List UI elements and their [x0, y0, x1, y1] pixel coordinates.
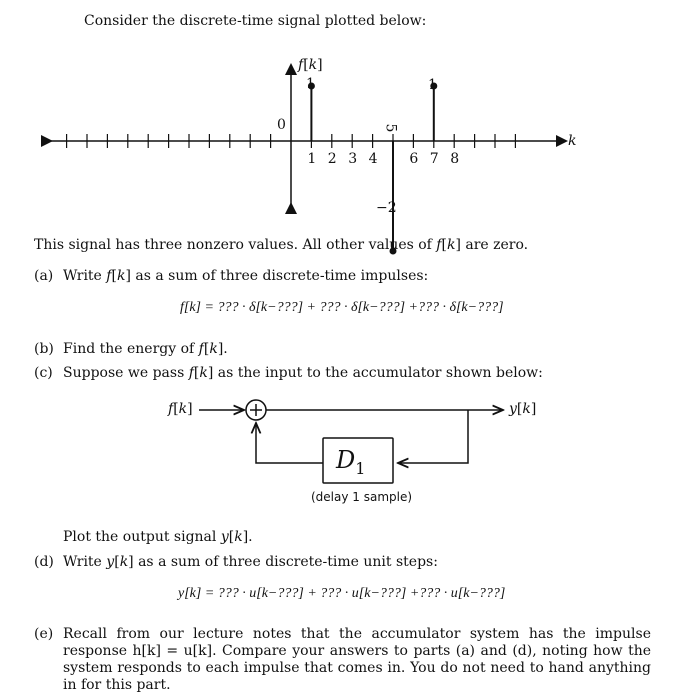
part-c-label: (c) — [34, 365, 53, 381]
stem-label-k5: −2 — [376, 200, 397, 216]
tick-label-3: 3 — [348, 151, 358, 167]
stem-label-k1: 1 — [306, 76, 315, 92]
feedback-wire-right — [398, 410, 468, 463]
origin-label: 0 — [277, 117, 286, 133]
tick-label-4: 4 — [368, 151, 378, 167]
tick-label-2: 2 — [327, 151, 337, 167]
delay-caption: (delay 1 sample) — [311, 490, 413, 504]
part-c-text: Suppose we pass f[k] as the input to the accumulator shown below: — [63, 365, 543, 381]
diagram-output-label: y[k] — [509, 401, 537, 417]
delay-symbol: $D_1$ — [336, 446, 366, 478]
part-a-text: Write f[k] as a sum of three discrete-time impulses: — [63, 268, 429, 284]
tick-label-7: 7 — [429, 151, 439, 167]
tick-label-6: 6 — [409, 151, 419, 167]
stem-label-k7: 1 — [428, 77, 437, 93]
tick-5-label: 5 — [382, 123, 399, 133]
part-e-label: (e) — [34, 626, 54, 642]
plot-ylabel: f[k] — [298, 57, 323, 73]
part-b-label: (b) — [34, 341, 54, 357]
part-a-label: (a) — [34, 268, 54, 284]
plot-xlabel: k — [568, 133, 577, 149]
diagram-input-label: f[k] — [168, 401, 193, 417]
part-a-equation: f[k] = ??? · δ[k−???] + ??? · δ[k−???] +??? · δ[k−???] — [180, 300, 504, 315]
statement: This signal has three nonzero values. All other values of f[k] are zero. — [34, 237, 529, 253]
part-d-label: (d) — [34, 554, 54, 570]
part-e-text: Recall from our lecture notes that the accumulator system has the impulse response h[k] = u[k]. Compare your answers to parts (a) and (d), noting how the system responds to each impulse that comes in. You do not need to hand anything in for this part. — [63, 626, 651, 693]
part-d-equation: y[k] = ??? · u[k−???] + ??? · u[k−???] +??? · u[k−???] — [178, 586, 506, 601]
part-b-text: Find the energy of f[k]. — [63, 341, 228, 357]
part-d-text: Write y[k] as a sum of three discrete-time unit steps: — [63, 554, 438, 570]
part-c-plot-text: Plot the output signal y[k]. — [63, 529, 253, 545]
tick-label-8: 8 — [450, 151, 460, 167]
tick-label-1: 1 — [307, 151, 317, 167]
intro-text: Consider the discrete-time signal plotted below: — [84, 13, 427, 29]
feedback-wire-left — [256, 423, 323, 463]
